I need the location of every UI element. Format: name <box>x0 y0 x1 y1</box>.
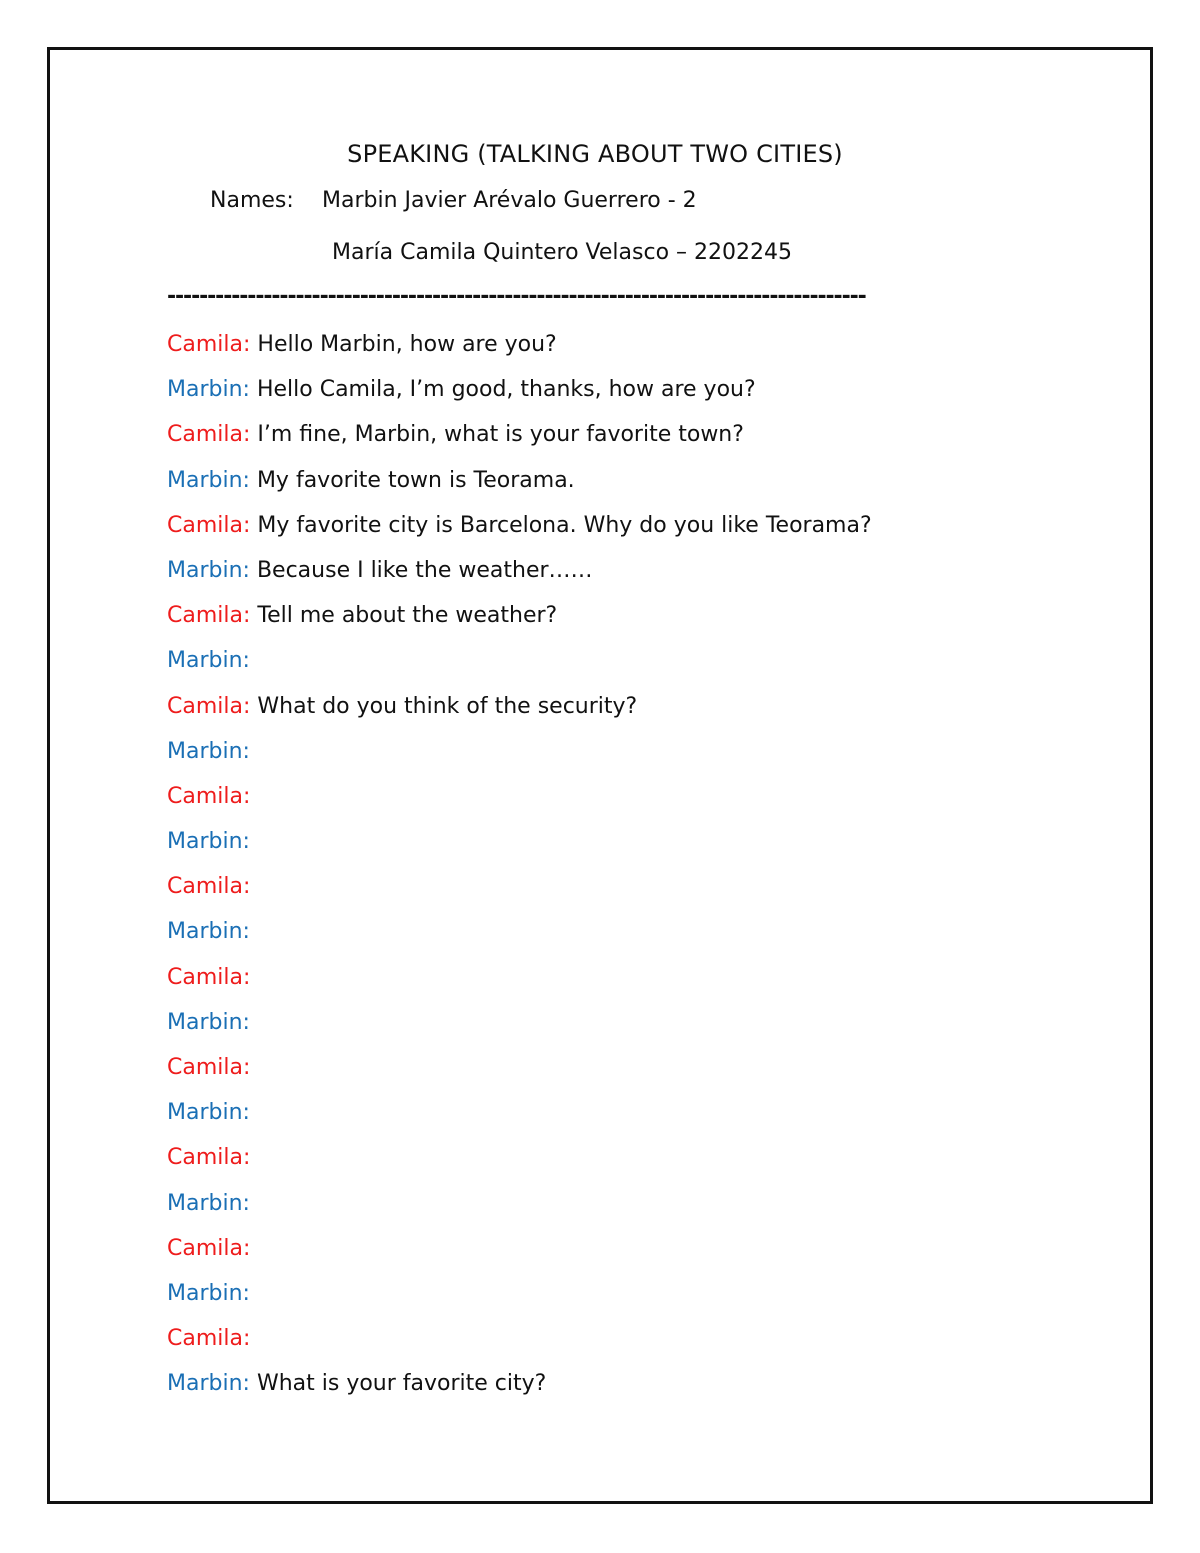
speaker-marbin: Marbin: <box>167 377 250 403</box>
speaker-camila: Camila: <box>167 874 251 900</box>
speaker-marbin: Marbin: <box>167 919 250 945</box>
speaker-marbin: Marbin: <box>167 1190 250 1216</box>
utterance-text: I’m fine, Marbin, what is your favorite town? <box>257 422 744 448</box>
speaker-marbin: Marbin: <box>167 829 250 855</box>
dialogue-line <box>167 330 872 375</box>
dialogue-line <box>167 1369 872 1414</box>
dialogue-line <box>167 917 872 962</box>
utterance-text: Tell me about the weather? <box>257 603 558 629</box>
dialogue-list <box>167 330 872 1415</box>
names-row <box>210 188 697 213</box>
dialogue-line <box>167 692 872 737</box>
utterance-text: What do you think of the security? <box>257 693 638 719</box>
dialogue-line <box>167 1189 872 1234</box>
dialogue-line <box>167 420 872 465</box>
speaker-camila: Camila: <box>167 512 251 538</box>
speaker-camila: Camila: <box>167 1235 251 1261</box>
student-name-2: María Camila Quintero Velasco – 2202245 <box>332 240 793 265</box>
dialogue-line <box>167 827 872 872</box>
dialogue-line <box>167 601 872 646</box>
utterance-text: Hello Marbin, how are you? <box>257 332 557 357</box>
dialogue-line <box>167 872 872 917</box>
utterance-text: What is your favorite city? <box>256 1371 547 1397</box>
speaker-marbin: Marbin: <box>167 1280 250 1306</box>
speaker-camila: Camila: <box>167 1326 251 1352</box>
speaker-marbin: Marbin: <box>167 648 250 674</box>
speaker-marbin: Marbin: <box>167 1371 250 1397</box>
dialogue-line <box>167 646 872 691</box>
dialogue-line <box>167 511 872 556</box>
speaker-camila: Camila: <box>167 783 251 809</box>
dialogue-line <box>167 1008 872 1053</box>
dialogue-line <box>167 1234 872 1279</box>
names-label: Names: <box>210 188 294 213</box>
utterance-text: Hello Camila, I’m good, thanks, how are you? <box>256 377 756 403</box>
dialogue-line <box>167 556 872 601</box>
dialogue-line <box>167 1279 872 1324</box>
speaker-camila: Camila: <box>167 1145 251 1171</box>
dialogue-line <box>167 1143 872 1188</box>
speaker-camila: Camila: <box>167 1055 251 1080</box>
speaker-camila: Camila: <box>167 332 251 357</box>
speaker-camila: Camila: <box>167 603 251 629</box>
speaker-marbin: Marbin: <box>167 467 250 493</box>
dialogue-line <box>167 737 872 782</box>
speaker-marbin: Marbin: <box>167 1100 250 1126</box>
utterance-text: My favorite town is Teorama. <box>256 467 575 493</box>
speaker-camila: Camila: <box>167 422 251 448</box>
divider-line: --------------------------------------------------------------------------------------- <box>167 284 866 309</box>
utterance-text: My favorite city is Barcelona. Why do you like Teorama? <box>257 512 872 538</box>
speaker-marbin: Marbin: <box>167 1009 250 1035</box>
speaker-marbin: Marbin: <box>167 557 250 583</box>
dialogue-line <box>167 466 872 511</box>
utterance-text: Because I like the weather…… <box>256 557 593 583</box>
dialogue-line <box>167 1324 872 1369</box>
dialogue-line <box>167 782 872 827</box>
speaker-camila: Camila: <box>167 693 251 719</box>
document-title: SPEAKING (TALKING ABOUT TWO CITIES) <box>347 140 843 168</box>
dialogue-line <box>167 1098 872 1143</box>
student-name-1: Marbin Javier Arévalo Guerrero - 2 <box>322 188 697 213</box>
dialogue-line <box>167 375 872 420</box>
dialogue-line <box>167 1053 872 1098</box>
speaker-marbin: Marbin: <box>167 738 250 764</box>
speaker-camila: Camila: <box>167 964 251 990</box>
dialogue-line <box>167 963 872 1008</box>
